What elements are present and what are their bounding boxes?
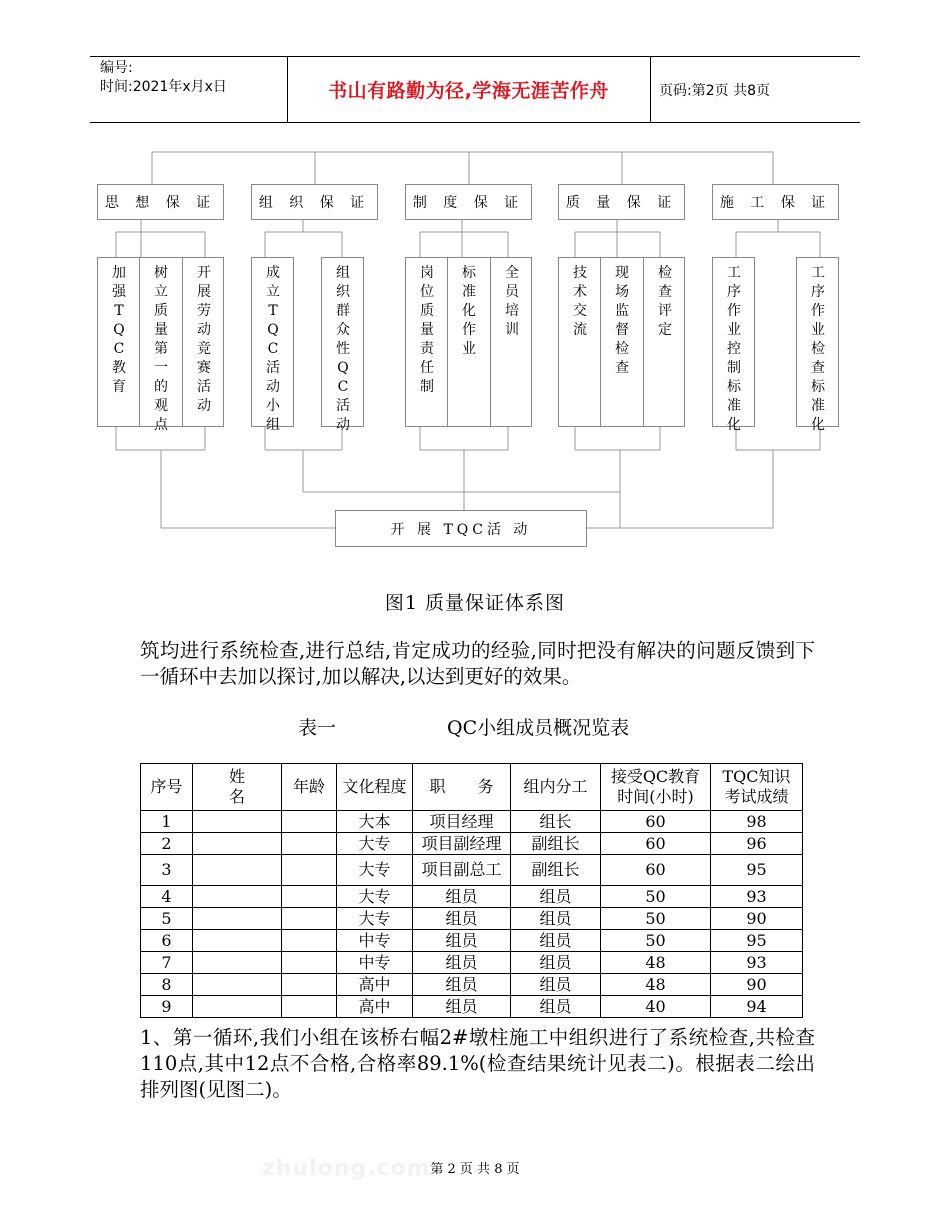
paragraph-1: 筑均进行系统检查,进行总结,肯定成功的经验,同时把没有解决的问题反馈到下一循环中去加以探讨,加以解决,以达到更好的效果。 [140,639,815,688]
table-cell: 7 [141,952,193,974]
table-row [141,996,803,1018]
item-label: 标准化作业 [462,265,476,357]
table-cell: 1 [141,811,193,833]
table-cell: 50 [601,930,711,952]
table-cell: 副组长 [511,855,601,886]
time-label: 时间:2021年x月x日 [100,79,227,95]
table-cell: 5 [141,908,193,930]
table-cell: 48 [601,952,711,974]
table-cell: 副组长 [511,833,601,855]
table-cell [193,974,282,996]
page-footer: 第 2 页 共 8 页 [430,1162,520,1177]
table-cell [193,908,282,930]
member-table [140,763,803,1018]
table-cell [282,855,337,886]
table-row [141,930,803,952]
table-cell: 组员 [413,974,511,996]
table-cell: 中专 [337,930,413,952]
table-cell: 组员 [413,886,511,908]
item-label: 全员培训 [505,265,519,338]
table-cell: 组员 [511,908,601,930]
category-construction: 施 工 保 证 [712,184,839,220]
table-cell: 95 [711,930,803,952]
watermark: zhulong.com [262,1156,431,1181]
table-cell: 项目经理 [413,811,511,833]
table-cell: 组长 [511,811,601,833]
category-ideology: 思 想 保 证 [97,184,224,220]
item-label: 技术交流 [573,265,587,338]
item-label: 工序作业控制标准化 [727,265,741,433]
table-row [141,855,803,886]
table-cell: 93 [711,886,803,908]
table-cell: 组员 [413,930,511,952]
category-organization: 组 织 保 证 [251,184,378,220]
item-label: 组织群众性QC活动 [336,265,350,433]
page-label: 页码:第2页 共8页 [659,83,770,99]
table-cell [282,886,337,908]
item-box [321,257,364,433]
table-cell: 项目副经理 [413,833,511,855]
table-header-row [141,764,803,811]
item-group-system [405,257,532,427]
table-cell: 大专 [337,855,413,886]
table-cell: 8 [141,974,193,996]
table-cell [193,996,282,1018]
paragraph-2: 1、第一循环,我们小组在该桥右幅2#墩柱施工中组织进行了系统检查,共检查110点,其中12点不合格,合格率89.1%(检查结果统计见表二)。根据表二绘出排列图(见图二)。 [140,1026,815,1101]
table-cell: 50 [601,886,711,908]
table-cell: 96 [711,833,803,855]
table-row [141,811,803,833]
table-row [141,886,803,908]
table-cell: 组员 [511,930,601,952]
table-header-cell: 职 务 [413,764,511,811]
table-cell: 大专 [337,886,413,908]
table-cell: 组员 [413,996,511,1018]
item-group-quality [558,257,685,427]
table-header-cell: 姓 名 [193,764,282,811]
table-cell [282,952,337,974]
table-cell: 60 [601,855,711,886]
table-cell: 48 [601,974,711,996]
category-system: 制 度 保 证 [405,184,532,220]
table-cell: 9 [141,996,193,1018]
table-cell: 高中 [337,996,413,1018]
table-cell: 组员 [511,996,601,1018]
item-box [796,257,839,433]
table-cell: 项目副总工 [413,855,511,886]
table-header-cell: 组内分工 [511,764,601,811]
table-cell [282,908,337,930]
table-cell: 组员 [511,974,601,996]
table-cell: 2 [141,833,193,855]
table-cell: 60 [601,811,711,833]
table-header-cell: 年龄 [282,764,337,811]
table-cell: 90 [711,908,803,930]
figure-caption: 图1 质量保证体系图 [384,592,566,614]
item-label: 开展劳动竞赛活动 [197,265,211,414]
table-cell: 60 [601,833,711,855]
table-cell [193,855,282,886]
item-group-ideology [97,257,224,433]
table-cell: 95 [711,855,803,886]
table-cell [193,833,282,855]
item-label: 树立质量第一的观点 [154,265,168,433]
table-title: QC小组成员概况览表 [447,717,630,739]
category-quality: 质 量 保 证 [558,184,685,220]
table-cell: 4 [141,886,193,908]
table-header-cell: 文化程度 [337,764,413,811]
table-row [141,974,803,996]
item-label: 岗位质量责任制 [420,265,434,395]
table-cell: 40 [601,996,711,1018]
table-cell: 中专 [337,952,413,974]
table-row [141,908,803,930]
quality-assurance-diagram [0,0,950,600]
table-cell [282,811,337,833]
table-cell: 94 [711,996,803,1018]
code-label: 编号: [100,60,133,76]
table-cell: 组员 [511,886,601,908]
table-label: 表一 [298,717,337,739]
table-cell: 组员 [413,952,511,974]
table-header-cell: 序号 [141,764,193,811]
table-cell: 3 [141,855,193,886]
table-cell [193,811,282,833]
table-cell [193,930,282,952]
table-cell: 大专 [337,908,413,930]
table-cell: 50 [601,908,711,930]
table-row [141,952,803,974]
table-cell: 98 [711,811,803,833]
table-cell: 93 [711,952,803,974]
item-label: 加强TQC教育 [112,265,126,395]
table-cell: 大专 [337,833,413,855]
table-cell: 组员 [511,952,601,974]
final-activity-box: 开 展 TQC活 动 [335,510,587,547]
table-cell: 高中 [337,974,413,996]
table-cell: 6 [141,930,193,952]
table-header-cell: TQC知识 考试成绩 [711,764,803,811]
item-box [712,257,755,433]
table-cell: 组员 [413,908,511,930]
table-header-cell: 接受QC教育 时间(小时) [601,764,711,811]
table-cell [282,996,337,1018]
item-label: 成立TQC活动小组 [266,265,280,433]
table-cell: 大本 [337,811,413,833]
item-label: 现场监督检查 [615,265,629,376]
table-cell [282,833,337,855]
table-cell [282,974,337,996]
item-label: 检查评定 [658,265,672,338]
item-box [251,257,294,433]
table-row [141,833,803,855]
table-cell [193,886,282,908]
motto: 书山有路勤为径,学海无涯苦作舟 [328,80,609,102]
table-cell: 90 [711,974,803,996]
table-cell [282,930,337,952]
item-label: 工序作业检查标准化 [811,265,825,433]
table-cell [193,952,282,974]
